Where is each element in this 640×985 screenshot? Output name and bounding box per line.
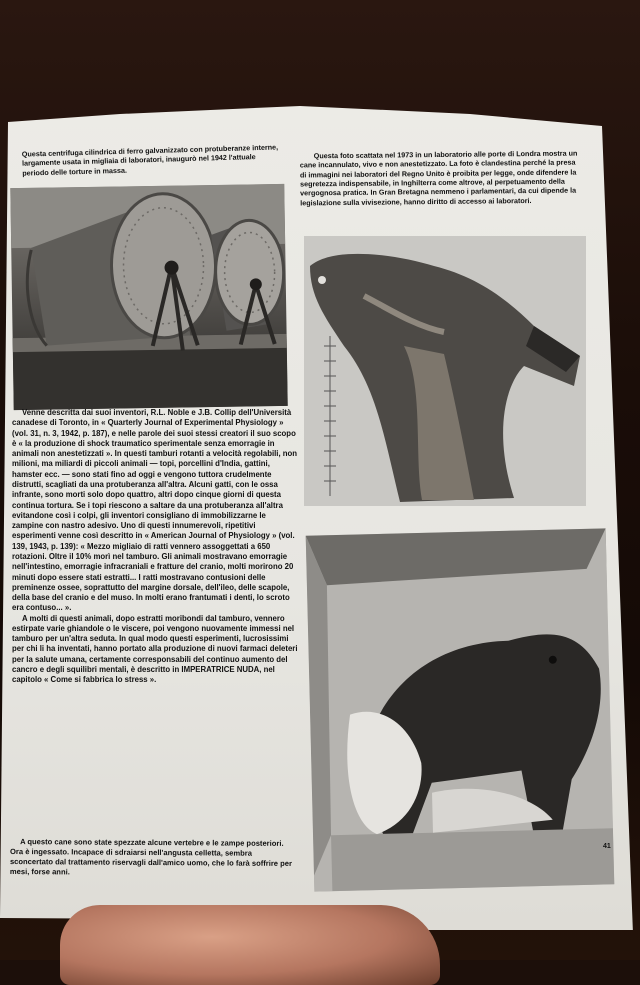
dog-head-photo bbox=[304, 236, 586, 506]
body-paragraph: Venne descritta dai suoi inventori, R.L. Noble e J.B. Collip dell'Università canadese di Toronto, in « Quarterly Journal of Experimental Physiology » (vol. 31, n. 3, 1942, p. 187), e nelle parole dei suoi stessi creatori il suo scopo è « la produzione di shock traumatico sperimentale senza emorragie in animali non anestetizzati ». In questi tamburi rotanti a velocità regolabili, non milioni, ma miliardi di piccoli animali — topi, porcellini d'India, gattini, hamster ecc. — sono stati fino ad oggi e vengono tuttora crudelmente distrutti, scagliati da una protuberanza all'altra. Alcuni gatti, con le ossa infrante, sono morti solo dopo quattro, altri dopo cinque giorni di questa continua tortura. Se i topi riescono a saltare da una protuberanza all'altra evitandone così i colpi, gli inventori consigliano di immobilizzarne le zampine con nastro adesivo. Uno di questi innumerevoli, ripetitivi esperimenti venne così descritto in « American Journal of Physiology » (vol. 139, 1943, p. 139): « Mezzo migliaio di ratti vennero assoggettati a 650 rotazioni. Oltre il 10% morì nel tamburo. Gli animali mostravano emorragie nell'intestino, emorragie infracraniali e fratture del cranio, molti morirono 20 minuti dopo essere stati estratti... I ratti mostravano contusioni delle preminenze ossee, soprattutto del margine dorsale, dell'ileo, delle scapole, della base del cranio e del muso. In molti erano frantumati i denti, lo scroto era contuso... ». bbox=[12, 408, 298, 613]
article-body bbox=[12, 408, 298, 686]
page-number: 41 bbox=[603, 843, 611, 850]
centrifuge-photo bbox=[10, 184, 287, 410]
caged-dog-caption: A questo cane sono state spezzate alcune vertebre e le zampe posteriori. Ora è ingessato. Incapace di sdraiarsi nell'angusta celletta, sembra sconcertato dal trattamento riservagli dall'amico uomo, che lo farà soffrire per mesi, forse anni. bbox=[9, 837, 293, 877]
holding-hand bbox=[60, 905, 440, 985]
caged-dog-photo bbox=[306, 528, 615, 891]
london-photo-caption: Questa foto scattata nel 1973 in un laboratorio alle porte di Londra mostra un cane incannulato, vivo e non anestetizzato. La foto è clandestina perché la presa di immagini nei laboratori del Regno Unito è proibita per legge, onde difendere la segretezza indispensabile, in Inghilterra come altrove, al perpetuamento della vergognosa pratica. In Gran Bretagna nemmeno i parlamentari, da cui dipende la legislazione sulla vivisezione, hanno diritto di accesso ai laboratori. bbox=[299, 148, 578, 208]
body-paragraph: A molti di questi animali, dopo estratti moribondi dal tamburo, vennero estirpate varie ghiandole o le viscere, poi vengono nuovamente immessi nel tamburo per un'altra seduta. In qual modo questi esperimenti, lucrosissimi per chi li ha inventati, hanno portato alla produzione di nuovi farmaci deleteri per la salute umana, certamente corresponsabili del continuo aumento del cancro e degli squilibri mentali, è descritto in IMPERATRICE NUDA, nel capitolo « Come si fabbrica lo stress ». bbox=[12, 613, 298, 685]
centrifuge-caption: Questa centrifuga cilindrica di ferro galvanizzato con protuberanze interne, largamente usata in migliaia di laboratori, inaugurò nel 1942 l'attuale periodo delle torture in massa. bbox=[21, 142, 279, 178]
